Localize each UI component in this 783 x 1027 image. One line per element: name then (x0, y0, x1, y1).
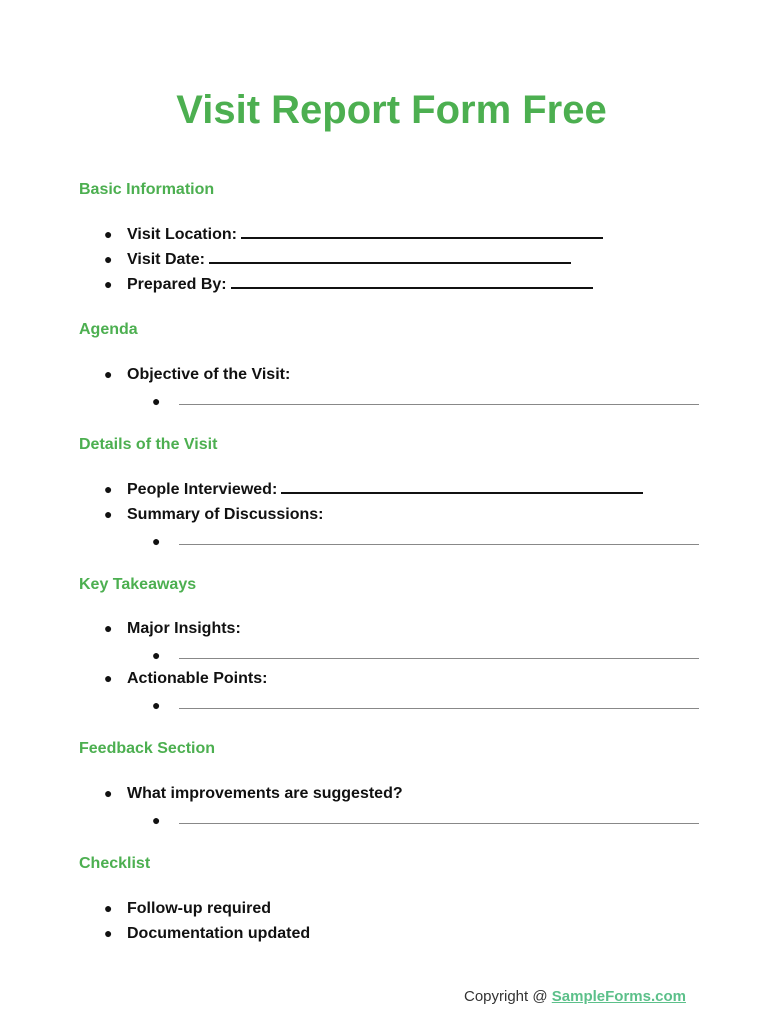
list-item: ● Objective of the Visit: (104, 366, 291, 383)
footer-copyright: Copyright @ SampleForms.com (464, 988, 686, 1005)
bullet-icon: ● (104, 226, 113, 242)
improvements-answer-line[interactable] (179, 823, 699, 824)
list-item: ● Summary of Discussions: (104, 506, 324, 523)
list-item: ● Actionable Points: (104, 670, 268, 687)
actionable-answer-line[interactable] (179, 708, 699, 709)
checklist-item: ● Documentation updated (104, 925, 311, 942)
list-item: ● People Interviewed: (104, 481, 643, 499)
bullet-icon: ● (104, 276, 113, 292)
section-heading-agenda: Agenda (79, 321, 138, 338)
visit-date-field[interactable] (209, 261, 571, 264)
section-heading-feedback: Feedback Section (79, 740, 216, 757)
visit-location-field[interactable] (241, 236, 603, 239)
section-heading-checklist: Checklist (79, 855, 151, 872)
sampleforms-link[interactable]: SampleForms.com (551, 988, 686, 1005)
sub-bullet-icon: ● (152, 533, 161, 549)
prepared-by-field[interactable] (231, 286, 593, 289)
bullet-icon: ● (104, 620, 113, 636)
bullet-icon: ● (104, 925, 113, 941)
people-interviewed-field[interactable] (281, 491, 643, 494)
bullet-icon: ● (104, 785, 113, 801)
bullet-icon: ● (104, 900, 113, 916)
insights-answer-line[interactable] (179, 658, 699, 659)
bullet-icon: ● (104, 670, 113, 686)
objective-answer-line[interactable] (179, 404, 699, 405)
sub-bullet-icon: ● (152, 393, 161, 409)
list-item: ● Visit Date: (104, 251, 571, 269)
sub-bullet-icon: ● (152, 812, 161, 828)
sub-bullet-icon: ● (152, 647, 161, 663)
sub-bullet-icon: ● (152, 697, 161, 713)
list-item: ● Prepared By: (104, 276, 593, 294)
section-heading-key-takeaways: Key Takeaways (79, 576, 197, 593)
bullet-icon: ● (104, 366, 113, 382)
section-heading-details: Details of the Visit (79, 436, 218, 453)
bullet-icon: ● (104, 481, 113, 497)
bullet-icon: ● (104, 251, 113, 267)
list-item: ● What improvements are suggested? (104, 785, 403, 802)
checklist-item: ● Follow-up required (104, 900, 271, 917)
bullet-icon: ● (104, 506, 113, 522)
section-heading-basic-information: Basic Information (79, 181, 215, 198)
page-title: Visit Report Form Free (176, 88, 607, 132)
list-item: ● Major Insights: (104, 620, 241, 637)
list-item: ● Visit Location: (104, 226, 603, 244)
summary-answer-line[interactable] (179, 544, 699, 545)
